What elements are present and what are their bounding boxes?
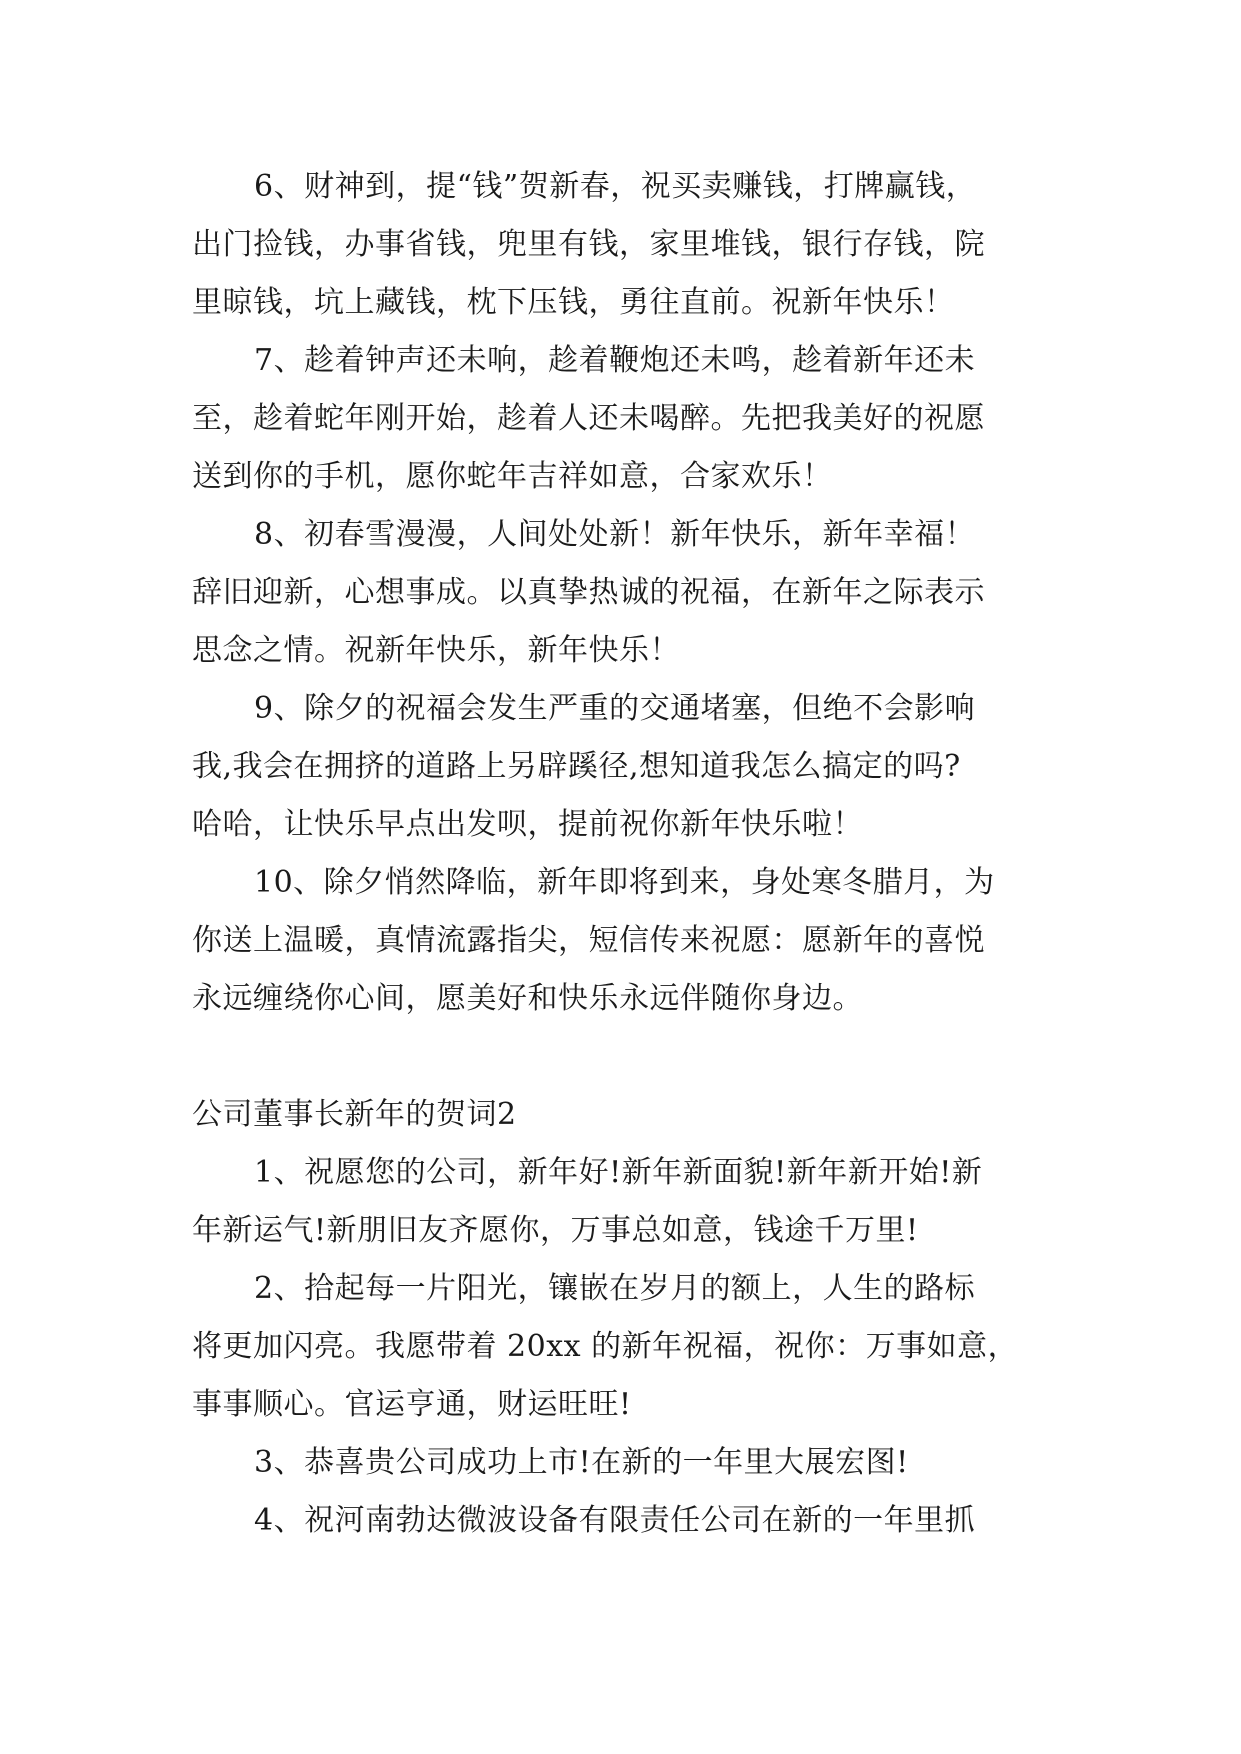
paragraph-line: 1、祝愿您的公司，新年好!新年新面貌!新年新开始!新 [254,1155,983,1190]
paragraph-line: 思念之情。祝新年快乐，新年快乐！ [192,633,680,668]
paragraph-line: 6、财神到，提“钱”贺新春，祝买卖赚钱，打牌赢钱， [254,169,977,204]
greeting-paragraph-8 [192,506,1062,680]
paragraph-line: 至，趁着蛇年刚开始，趁着人还未喝醉。先把我美好的祝愿 [192,401,985,436]
greeting-paragraph-9 [192,680,1062,854]
greetings-section-2 [192,1144,1062,1550]
greeting-paragraph-3 [192,1434,1062,1492]
paragraph-line: 事事顺心。官运亨通，财运旺旺! [192,1387,632,1422]
paragraph-line: 10、除夕悄然降临，新年即将到来，身处寒冬腊月，为 [254,865,995,900]
greeting-paragraph-6 [192,158,1062,332]
paragraph-line: 8、初春雪漫漫，人间处处新！新年快乐，新年幸福！ [254,517,976,552]
greeting-paragraph-4 [192,1492,1062,1550]
paragraph-line: 3、恭喜贵公司成功上市!在新的一年里大展宏图! [254,1445,909,1480]
greetings-section-1 [192,158,1062,1028]
paragraph-line: 里晾钱，坑上藏钱，枕下压钱，勇往直前。祝新年快乐！ [192,285,955,320]
document-content [192,158,1062,1550]
paragraph-line: 哈哈，让快乐早点出发呗，提前祝你新年快乐啦！ [192,807,863,842]
paragraph-line: 4、祝河南勃达微波设备有限责任公司在新的一年里抓 [254,1503,976,1538]
paragraph-line: 送到你的手机，愿你蛇年吉祥如意，合家欢乐！ [192,459,833,494]
paragraph-line: 年新运气!新朋旧友齐愿你，万事总如意，钱途千万里! [192,1213,919,1248]
paragraph-line: 我,我会在拥挤的道路上另辟蹊径,想知道我怎么搞定的吗? [192,749,961,784]
greeting-paragraph-7 [192,332,1062,506]
paragraph-line: 出门捡钱，办事省钱，兜里有钱，家里堆钱，银行存钱，院 [192,227,985,262]
paragraph-line: 2、拾起每一片阳光，镶嵌在岁月的额上，人生的路标 [254,1271,976,1306]
paragraph-line: 将更加闪亮。我愿带着 20xx 的新年祝福，祝你：万事如意， [192,1329,1019,1364]
paragraph-line: 7、趁着钟声还未响，趁着鞭炮还未鸣，趁着新年还未 [254,343,976,378]
greeting-paragraph-10 [192,854,1062,1028]
section-heading: 公司董事长新年的贺词2 [192,1097,517,1132]
paragraph-line: 9、除夕的祝福会发生严重的交通堵塞，但绝不会影响 [254,691,976,726]
paragraph-line: 辞旧迎新，心想事成。以真挚热诚的祝福，在新年之际表示 [192,575,985,610]
paragraph-line: 你送上温暖，真情流露指尖，短信传来祝愿：愿新年的喜悦 [192,923,985,958]
paragraph-line: 永远缠绕你心间，愿美好和快乐永远伴随你身边。 [192,981,863,1016]
greeting-paragraph-1 [192,1144,1062,1260]
greeting-paragraph-2 [192,1260,1062,1434]
